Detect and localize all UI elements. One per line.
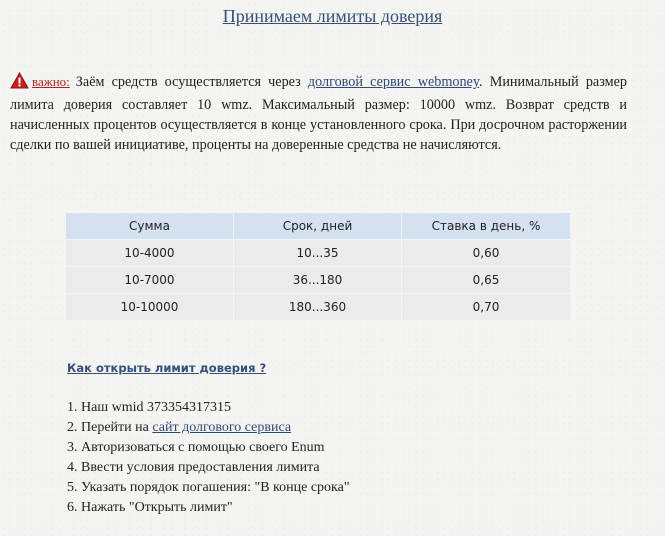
table-header-row <box>66 213 570 239</box>
step-4: 4. Ввести условия предоставления лимита <box>67 460 320 475</box>
header-rate: Ставка в день, % <box>402 213 570 239</box>
important-label: важно: <box>32 74 70 89</box>
how-to-open-link[interactable]: Как открыть лимит доверия ? <box>67 361 267 375</box>
header-term: Срок, дней <box>234 213 401 239</box>
notice-text-before: Заём средств осуществляется через <box>75 74 308 90</box>
table-row <box>66 267 570 293</box>
step-3: 3. Авторизоваться с помощью своего Enum <box>67 440 325 455</box>
cell-term: 180...360 <box>234 294 401 320</box>
step-6: 6. Нажать "Открыть лимит" <box>67 500 233 515</box>
step-1: 1. Наш wmid 373354317315 <box>67 400 231 415</box>
steps-list <box>67 398 350 518</box>
rates-table <box>65 212 571 321</box>
page-title: Принимаем лимиты доверия <box>222 6 443 26</box>
cell-rate: 0,65 <box>402 267 570 293</box>
notice-text-after: . Минимальный размер лимита доверия составляет 10 wmz. Максимальный размер: 10000 wmz. Возврат средств и начисленных процентов осуществляется в конце установленного срока. При досрочном расторжении сделки по вашей инициативе, проценты на доверенные средства не начисляются. <box>10 74 627 153</box>
cell-amount: 10-10000 <box>66 294 233 320</box>
table-row <box>66 240 570 266</box>
warning-icon <box>10 72 29 95</box>
notice-paragraph <box>10 72 627 155</box>
debt-service-link[interactable]: долговой сервис webmoney <box>307 74 480 90</box>
cell-rate: 0,70 <box>402 294 570 320</box>
service-site-link[interactable]: сайт долгового сервиса <box>152 420 292 435</box>
cell-rate: 0,60 <box>402 240 570 266</box>
cell-amount: 10-7000 <box>66 267 233 293</box>
cell-term: 36...180 <box>234 267 401 293</box>
cell-term: 10...35 <box>234 240 401 266</box>
cell-amount: 10-4000 <box>66 240 233 266</box>
header-amount: Сумма <box>66 213 233 239</box>
step-2 <box>67 418 350 438</box>
table-row <box>66 294 570 320</box>
step-2-prefix: 2. Перейти на <box>67 420 153 435</box>
step-5: 5. Указать порядок погашения: "В конце срока" <box>67 480 350 495</box>
